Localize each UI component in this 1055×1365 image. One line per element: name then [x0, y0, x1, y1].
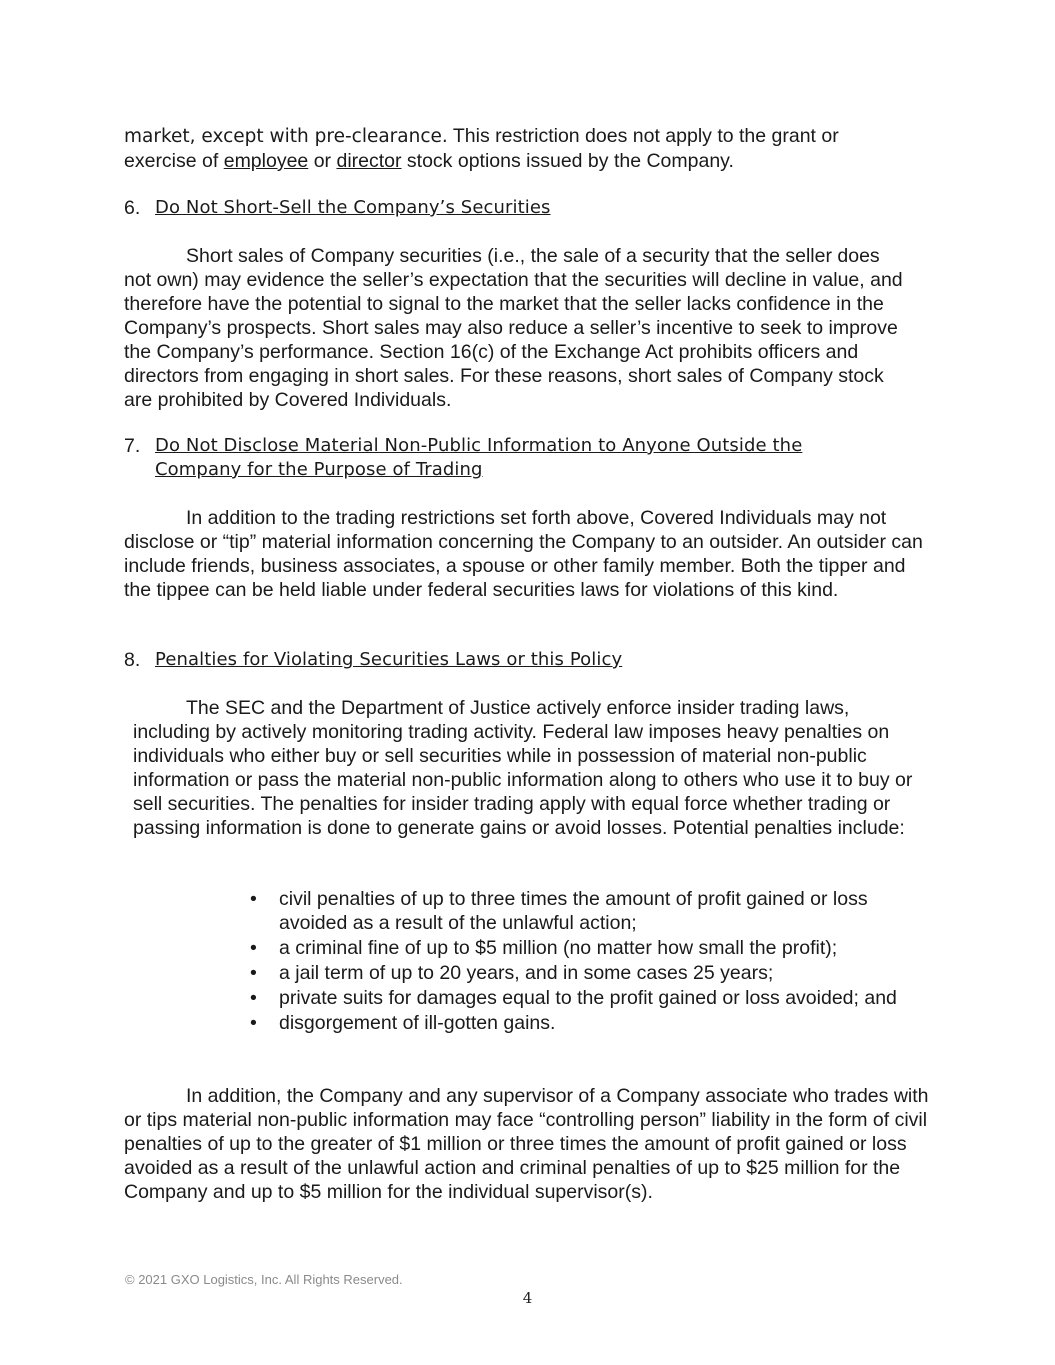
list-item — [247, 986, 897, 1010]
penalties-list — [247, 887, 897, 1035]
list-item — [247, 936, 897, 960]
closing-body — [124, 1084, 936, 1204]
list-item-text: disgorgement of ill-gotten gains. — [279, 1012, 556, 1034]
intro-paragraph — [124, 124, 934, 173]
closing-paragraph: In addition, the Company and any supervisor of a Company associate who trades with or tips material non-public information may face “controlling person” liability in the form of civil penalties of up to the greater of $1 million or three times the amount of profit gained or loss avoided as a result of the unlawful action and criminal penalties of up to $25 million for the Company and up to $5 million for the individual supervisor(s). — [124, 1085, 929, 1203]
bullet-icon: • — [250, 937, 257, 959]
section-7-number: 7. — [124, 435, 141, 457]
director-term: director — [336, 150, 402, 172]
bullet-icon: • — [250, 888, 257, 910]
list-item-text: a jail term of up to 20 years, and in some cases 25 years; — [279, 962, 774, 984]
employee-term: employee — [223, 150, 309, 172]
intro-text-d: or — [308, 150, 337, 172]
intro-text-b: This restriction does not apply to the grant or — [447, 125, 839, 147]
section-7-body — [124, 506, 936, 602]
section-6-body — [124, 244, 904, 412]
section-8-number: 8. — [124, 649, 141, 671]
intro-line-2 — [124, 149, 934, 173]
intro-text-e: stock options issued by the Company. — [401, 150, 734, 172]
page-number: 4 — [522, 1289, 533, 1307]
intro-text-a: market, except with pre-clearance. — [124, 126, 448, 147]
copyright-footer: © 2021 GXO Logistics, Inc. All Rights Reserved. — [125, 1272, 403, 1287]
section-7-title-line-1: Do Not Disclose Material Non-Public Information to Anyone Outside the — [155, 435, 803, 456]
bullet-icon: • — [250, 962, 257, 984]
section-8-title: Penalties for Violating Securities Laws or this Policy — [155, 649, 623, 670]
section-7-title-line-2: Company for the Purpose of Trading — [155, 459, 483, 480]
section-7-paragraph: In addition to the trading restrictions set forth above, Covered Individuals may not disclose or “tip” material information concerning the Company to an outsider. An outsider can include friends, business associates, a spouse or other family member. Both the tipper and the tippee can be held liable under federal securities laws for violations of this kind. — [124, 507, 923, 601]
list-item — [247, 887, 897, 935]
section-8-paragraph: The SEC and the Department of Justice actively enforce insider trading laws, including by actively monitoring trading activity. Federal law imposes heavy penalties on individuals who either buy or sell securities while in possession of material non-public information or pass the material non-public information along to others who use it to buy or sell securities. The penalties for insider trading apply with equal force whether trading or passing information is done to generate gains or avoid losses. Potential penalties include: — [133, 697, 913, 839]
bullet-icon: • — [250, 1012, 257, 1034]
list-item-text: a criminal fine of up to $5 million (no matter how small the profit); — [279, 937, 838, 959]
section-8-body — [133, 696, 923, 840]
list-item — [247, 1011, 897, 1035]
section-6-number: 6. — [124, 197, 141, 219]
list-item-text: private suits for damages equal to the profit gained or loss avoided; and — [279, 987, 897, 1009]
intro-text-c: exercise of — [124, 150, 224, 172]
bullet-icon: • — [250, 987, 257, 1009]
section-6-paragraph: Short sales of Company securities (i.e., the sale of a security that the seller does not own) may evidence the seller’s expectation that the securities will decline in value, and therefore have the potential to signal to the market that the seller lacks confidence in the Company’s prospects. Short sales may also reduce a seller’s incentive to seek to improve the Company’s performance. Section 16(c) of the Exchange Act prohibits officers and directors from engaging in short sales. For these reasons, short sales of Company stock are prohibited by Covered Individuals. — [124, 245, 903, 411]
list-item-text: civil penalties of up to three times the amount of profit gained or loss avoided as a result of the unlawful action; — [279, 888, 868, 934]
intro-line-1 — [124, 124, 934, 149]
section-6-title: Do Not Short-Sell the Company’s Securities — [155, 197, 551, 218]
list-item — [247, 961, 897, 985]
